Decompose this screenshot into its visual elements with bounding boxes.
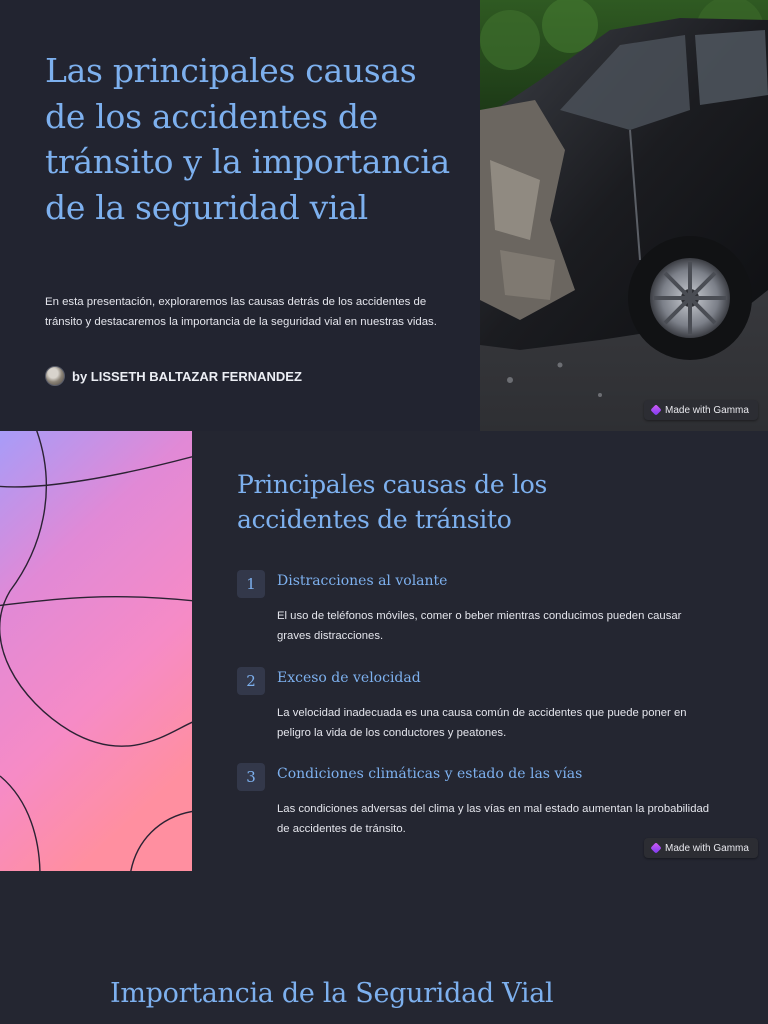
causes-slide (0, 431, 768, 871)
gradient-decoration (0, 431, 192, 871)
section-heading: Principales causas de los accidentes de tránsito (237, 470, 547, 534)
cause-title: Exceso de velocidad (277, 670, 421, 686)
cause-title: Condiciones climáticas y estado de las vías (277, 766, 583, 782)
made-with-gamma-badge[interactable] (644, 400, 758, 420)
cause-description: La velocidad inadecuada es una causa común de accidentes que puede poner en peligro la vida de los conductores y peatones. (277, 707, 687, 739)
gamma-logo-icon (650, 842, 661, 853)
cause-title: Distracciones al volante (277, 573, 448, 589)
section-heading: Importancia de la Seguridad Vial (110, 978, 554, 1009)
title-slide (0, 0, 768, 431)
cause-number: 2 (237, 667, 265, 695)
intro-paragraph: En esta presentación, exploraremos las causas detrás de los accidentes de tránsito y destacaremos la importancia de la seguridad vial en nuestras vidas. (45, 296, 437, 328)
avatar (45, 366, 65, 386)
made-with-gamma-badge[interactable] (644, 838, 758, 858)
badge-label: Made with Gamma (665, 842, 749, 854)
gamma-logo-icon (650, 404, 661, 415)
cause-number: 3 (237, 763, 265, 791)
cause-description: Las condiciones adversas del clima y las vías en mal estado aumentan la probabilidad de accidentes de tránsito. (277, 803, 710, 835)
badge-label: Made with Gamma (665, 404, 749, 416)
cause-description: El uso de teléfonos móviles, comer o beber mientras conducimos pueden causar graves distracciones. (277, 610, 682, 642)
crashed-car-photo (480, 0, 768, 431)
author-name: by LISSETH BALTAZAR FERNANDEZ (72, 368, 302, 384)
author-byline (45, 366, 302, 386)
presentation-title: Las principales causas de los accidentes de tránsito y la importancia de la seguridad vial (45, 51, 450, 227)
road-safety-slide (0, 871, 768, 1024)
cause-number: 1 (237, 570, 265, 598)
